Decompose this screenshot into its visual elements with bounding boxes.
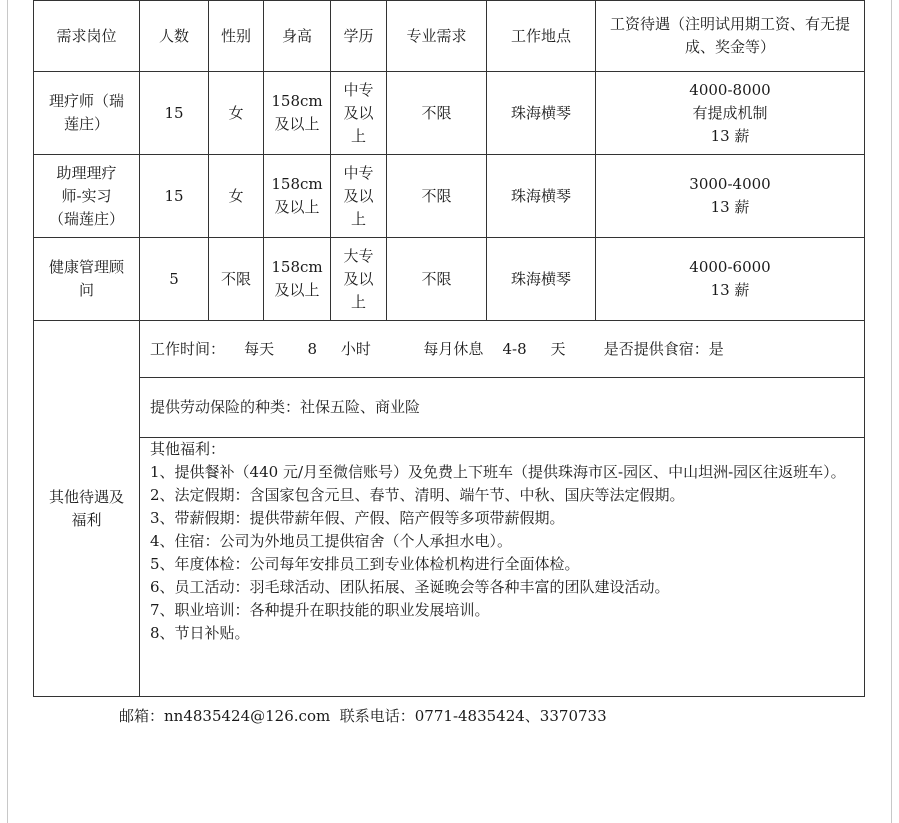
salary-months: 13 薪 xyxy=(710,198,750,216)
insurance-cell: 提供劳动保险的种类：社保五险、商业险 xyxy=(140,378,865,438)
list-item: 7、职业培训：各种提升在职技能的职业发展培训。 xyxy=(150,601,490,619)
cell-gender: 不限 xyxy=(209,238,264,321)
email-label: 邮箱： xyxy=(119,707,165,725)
salary-range: 3000-4000 xyxy=(689,175,771,193)
list-item: 5、年度体检：公司每年安排员工到专业体检机构进行全面体检。 xyxy=(150,555,580,573)
job-table xyxy=(33,0,865,697)
cell-major: 不限 xyxy=(387,72,487,155)
cell-salary xyxy=(596,72,865,155)
cell-major: 不限 xyxy=(387,238,487,321)
page-frame-left xyxy=(7,0,8,823)
header-position: 需求岗位 xyxy=(34,1,140,72)
work-time-rest-days: 4-8 xyxy=(502,339,527,358)
list-item: 1、提供餐补（440 元/月至微信账号）及免费上下班车（提供珠海市区-园区、中山坦洲-园区往返班车）。 xyxy=(150,463,846,481)
list-item: 4、住宿：公司为外地员工提供宿舍（个人承担水电）。 xyxy=(150,532,513,550)
other-benefits-cell xyxy=(140,438,865,697)
benefits-row-other xyxy=(34,438,865,697)
page-frame-right xyxy=(891,0,892,823)
cell-location: 珠海横琴 xyxy=(487,155,596,238)
email-address[interactable]: nn4835424@126.com xyxy=(164,707,331,725)
table-header-row xyxy=(34,1,865,72)
work-time-cell xyxy=(140,321,865,378)
cell-education: 中专及以上 xyxy=(331,155,387,238)
cell-gender: 女 xyxy=(209,72,264,155)
list-item: 2、法定假期：含国家包含元旦、春节、清明、端午节、中秋、国庆等法定假期。 xyxy=(150,486,685,504)
work-time-rest-unit: 天 xyxy=(550,339,566,358)
cell-location: 珠海横琴 xyxy=(487,72,596,155)
cell-position: 助理理疗师-实习（瑞莲庄） xyxy=(34,155,140,238)
cell-salary xyxy=(596,155,865,238)
salary-range: 4000-8000 xyxy=(689,80,771,99)
cell-location: 珠海横琴 xyxy=(487,238,596,321)
header-education: 学历 xyxy=(331,1,387,72)
phone-numbers: 0771-4835424、3370733 xyxy=(414,707,607,725)
cell-height: 158cm及以上 xyxy=(264,238,331,321)
benefits-label: 其他待遇及福利 xyxy=(34,321,140,697)
benefits-row-worktime xyxy=(34,321,865,378)
work-time-daily-hours: 8 xyxy=(307,339,318,358)
phone-label: 联系电话： xyxy=(339,707,415,725)
header-major: 专业需求 xyxy=(387,1,487,72)
cell-count: 15 xyxy=(140,72,209,155)
header-count: 人数 xyxy=(140,1,209,72)
list-item: 6、员工活动：羽毛球活动、团队拓展、圣诞晚会等各种丰富的团队建设活动。 xyxy=(150,578,670,596)
cell-gender: 女 xyxy=(209,155,264,238)
list-item: 8、节日补贴。 xyxy=(150,624,250,642)
header-location: 工作地点 xyxy=(487,1,596,72)
work-time-meals: 是否提供食宿：是 xyxy=(603,339,724,358)
cell-position: 健康管理顾问 xyxy=(34,238,140,321)
table-row xyxy=(34,155,865,238)
cell-position: 理疗师（瑞莲庄） xyxy=(34,72,140,155)
list-item: 3、带薪假期：提供带薪年假、产假、陪产假等多项带薪假期。 xyxy=(150,509,565,527)
other-benefits-title: 其他福利： xyxy=(150,440,226,458)
cell-count: 15 xyxy=(140,155,209,238)
salary-months: 13 薪 xyxy=(710,281,750,299)
work-time-daily-unit: 小时 xyxy=(340,339,371,358)
salary-range: 4000-6000 xyxy=(689,258,771,276)
table-row xyxy=(34,238,865,321)
header-gender: 性别 xyxy=(209,1,264,72)
benefits-row-insurance xyxy=(34,378,865,438)
table-row xyxy=(34,72,865,155)
cell-education: 中专及以上 xyxy=(331,72,387,155)
salary-commission: 有提成机制 xyxy=(692,103,768,122)
header-salary: 工资待遇（注明试用期工资、有无提成、奖金等） xyxy=(596,1,865,72)
cell-education: 大专及以上 xyxy=(331,238,387,321)
cell-salary xyxy=(596,238,865,321)
contact-footer xyxy=(119,705,607,726)
cell-count: 5 xyxy=(140,238,209,321)
work-time-daily-prefix: 每天 xyxy=(244,339,275,358)
cell-height: 158cm及以上 xyxy=(264,155,331,238)
work-time-rest-prefix: 每月休息 xyxy=(423,339,484,358)
salary-months: 13 薪 xyxy=(710,126,750,145)
header-height: 身高 xyxy=(264,1,331,72)
cell-height: 158cm及以上 xyxy=(264,72,331,155)
cell-major: 不限 xyxy=(387,155,487,238)
work-time-label: 工作时间： xyxy=(150,339,226,358)
